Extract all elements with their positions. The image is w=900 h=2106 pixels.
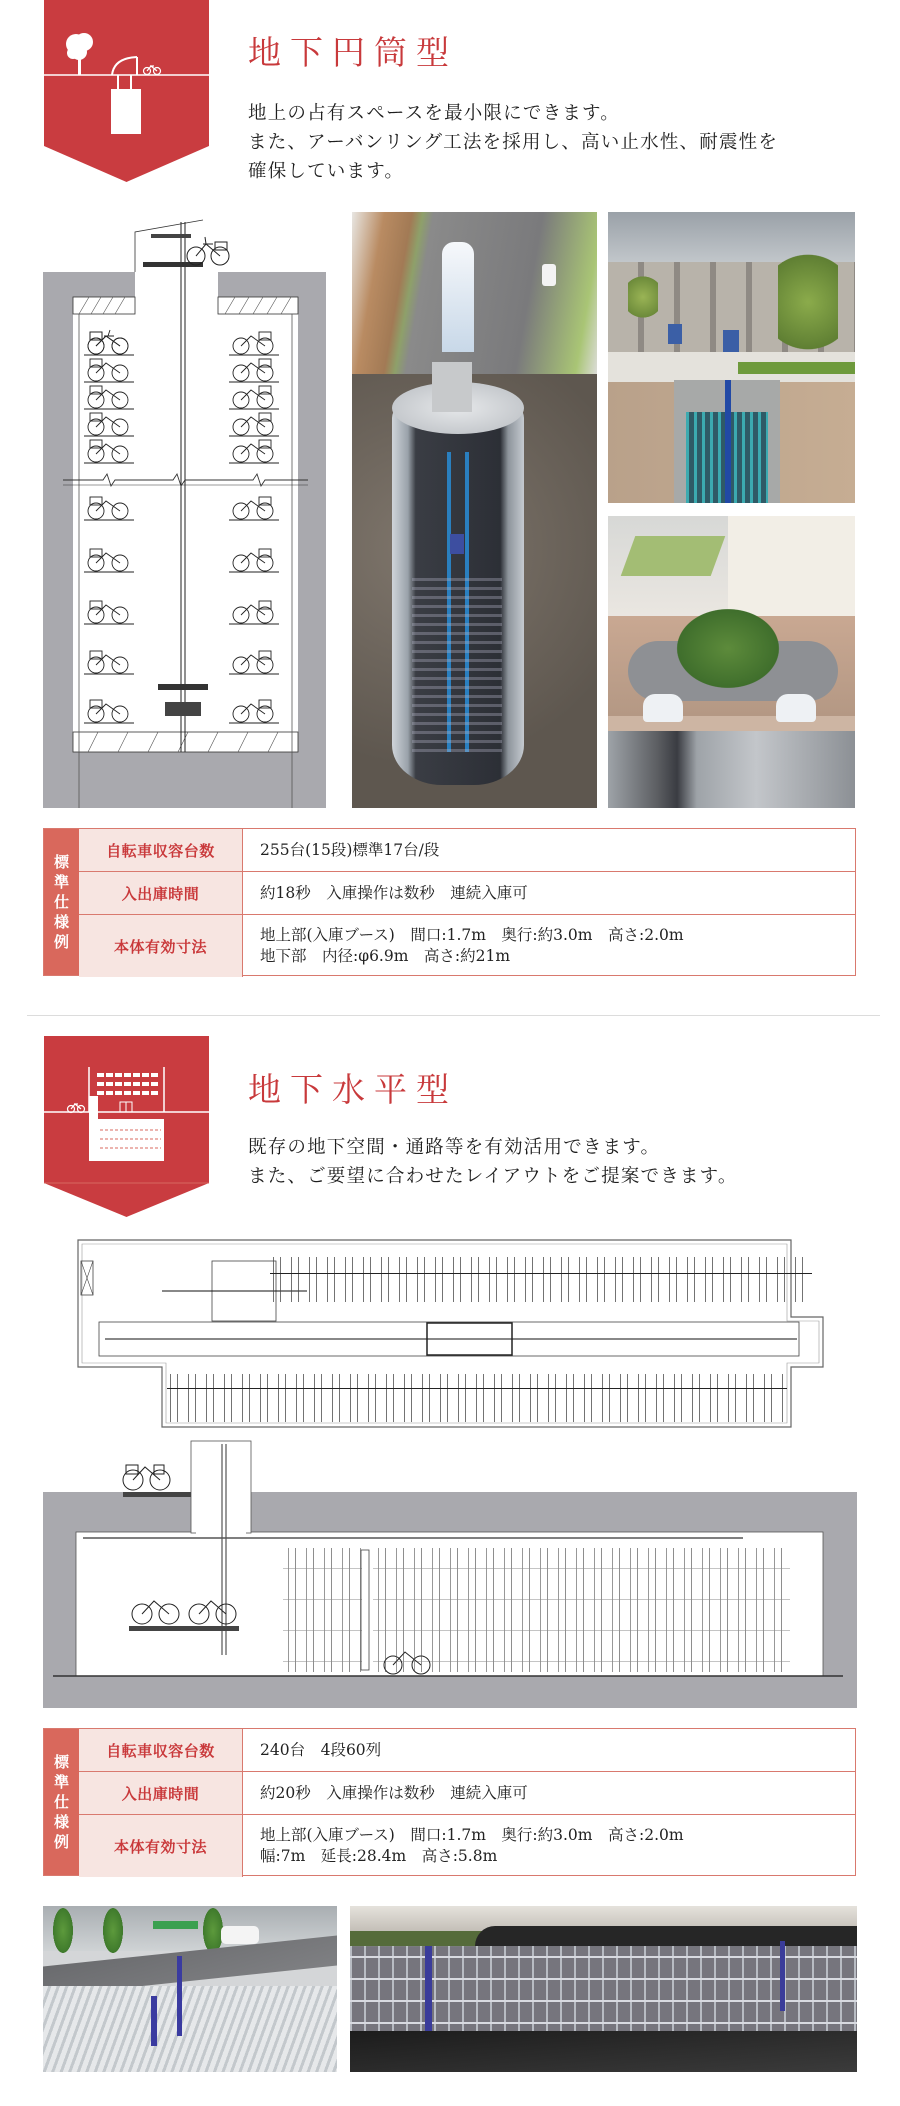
spec-table-cylindrical <box>43 828 856 976</box>
spec-value-line: 255台(15段)標準17台/段 <box>260 840 440 859</box>
spec-label: 本体有効寸法 <box>79 1815 243 1877</box>
spec-value-line: 地上部(入庫ブース) 間口:1.7m 奥行:約3.0m 高さ:2.0m <box>260 1826 684 1844</box>
description-line: また、アーバンリング工法を採用し、高い止水性、耐震性を <box>248 132 779 153</box>
roundabout-entry-booths-render <box>608 516 855 808</box>
side-label-char: 準 <box>53 873 69 891</box>
spec-value <box>260 915 847 977</box>
side-label-char: 仕 <box>53 893 69 911</box>
side-label-char: 仕 <box>53 1793 69 1811</box>
underground-racks-render <box>350 1906 857 2072</box>
section-description <box>248 1133 738 1191</box>
spec-label: 自転車収容台数 <box>79 1729 243 1771</box>
spec-side-label <box>44 829 79 975</box>
spec-table-horizontal <box>43 1728 856 1876</box>
description-line: 確保しています。 <box>248 161 405 182</box>
spec-value-line: 地上部(入庫ブース) 間口:1.7m 奥行:約3.0m 高さ:2.0m <box>260 926 684 944</box>
description-line: 既存の地下空間・通路等を有効活用できます。 <box>248 1137 661 1158</box>
spec-value <box>260 1772 847 1814</box>
side-label-char: 例 <box>53 933 69 951</box>
spec-row-dimensions <box>79 915 855 977</box>
spec-value-line: 地下部 内径:φ6.9m 高さ:約21m <box>260 947 511 965</box>
spec-label: 入出庫時間 <box>79 1772 243 1814</box>
section-description <box>248 99 778 186</box>
tree-shaft-bicycle-icon <box>44 0 209 182</box>
description-line: また、ご要望に合わせたレイアウトをご提案できます。 <box>248 1166 738 1187</box>
cylindrical-cutaway-render <box>352 212 597 808</box>
horizontal-plan-drawing <box>77 1239 825 1429</box>
section-badge-horizontal <box>44 1036 209 1217</box>
building-underground-bicycle-icon <box>44 1036 209 1217</box>
horizontal-section-drawing <box>43 1440 857 1708</box>
spec-label: 自転車収容台数 <box>79 829 243 871</box>
street-underground-render <box>43 1906 337 2072</box>
section-title: 地下円筒型 <box>248 33 458 72</box>
spec-row-time <box>79 1772 855 1815</box>
station-plaza-entry-booth-render <box>608 212 855 503</box>
side-label-char: 様 <box>53 1813 69 1831</box>
spec-label: 本体有効寸法 <box>79 915 243 977</box>
spec-value <box>260 1729 847 1771</box>
side-label-char: 標 <box>53 853 69 871</box>
spec-value-line: 約20秒 入庫操作は数秒 連続入庫可 <box>260 1783 528 1802</box>
spec-value-line: 約18秒 入庫操作は数秒 連続入庫可 <box>260 883 528 902</box>
section-title: 地下水平型 <box>248 1070 458 1109</box>
description-line: 地上の占有スペースを最小限にできます。 <box>248 103 620 124</box>
spec-row-capacity <box>79 829 855 872</box>
spec-value <box>260 829 847 871</box>
spec-row-capacity <box>79 1729 855 1772</box>
side-label-char: 例 <box>53 1833 69 1851</box>
spec-side-label <box>44 1729 79 1875</box>
side-label-char: 準 <box>53 1773 69 1791</box>
cylindrical-cross-section-drawing <box>43 212 326 808</box>
spec-value <box>260 872 847 914</box>
side-label-char: 標 <box>53 1753 69 1771</box>
spec-value-line: 幅:7m 延長:28.4m 高さ:5.8m <box>260 1847 498 1865</box>
section-divider <box>27 1015 880 1016</box>
spec-value <box>260 1815 847 1877</box>
section-badge-cylindrical <box>44 0 209 182</box>
spec-value-line: 240台 4段60列 <box>260 1740 382 1759</box>
side-label-char: 様 <box>53 913 69 931</box>
spec-row-dimensions <box>79 1815 855 1877</box>
spec-label: 入出庫時間 <box>79 872 243 914</box>
spec-row-time <box>79 872 855 915</box>
